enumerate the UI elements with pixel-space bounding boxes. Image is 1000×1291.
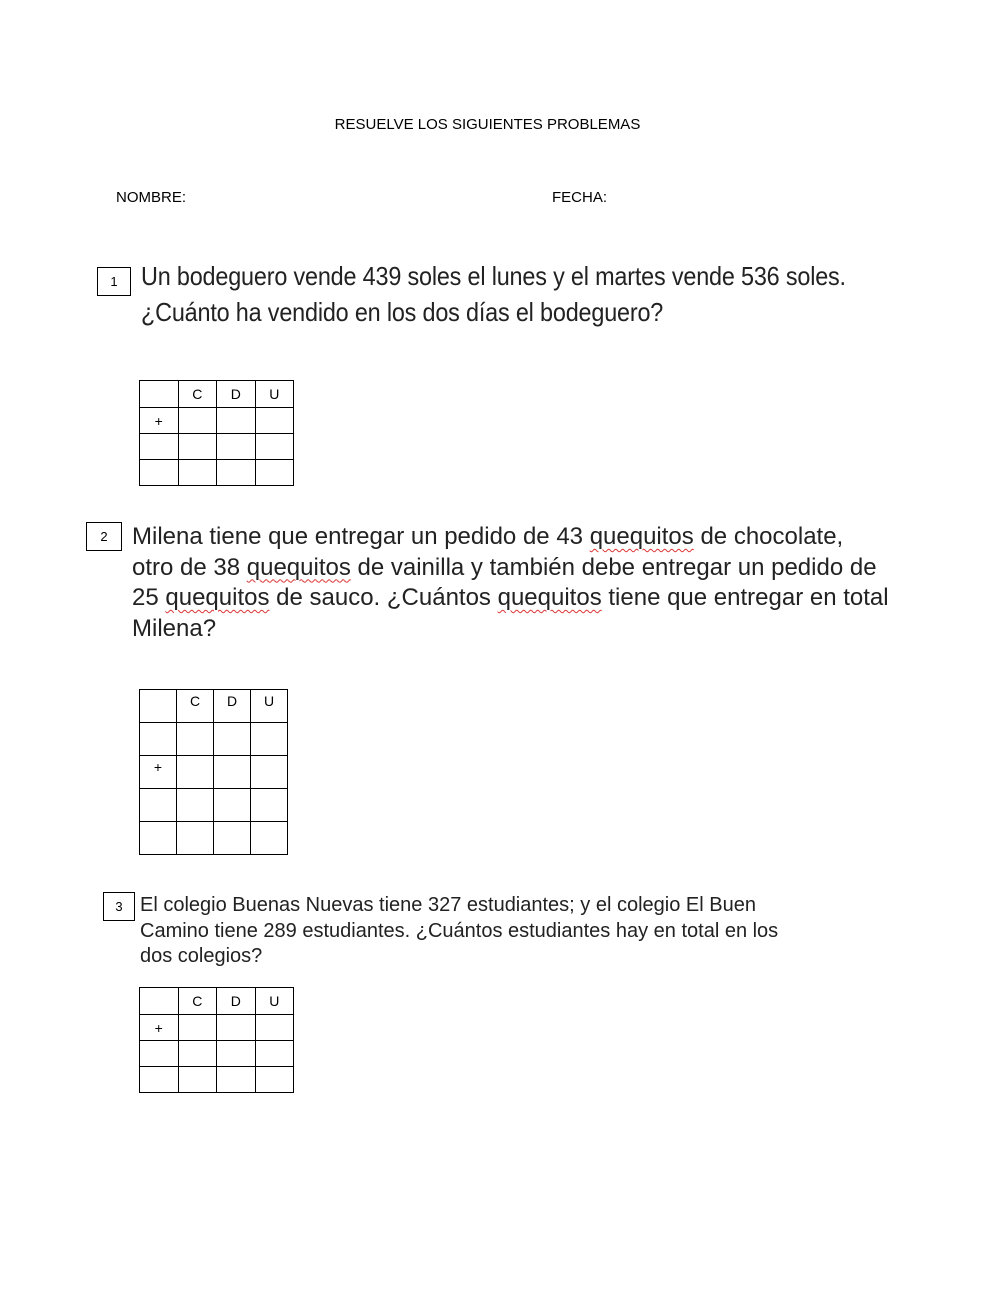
problem-2-cell[interactable]: + xyxy=(140,756,177,789)
problem-1-number: 1 xyxy=(97,267,131,296)
problem-1-cell[interactable] xyxy=(217,434,256,460)
problem-1-cell[interactable] xyxy=(178,460,217,486)
problem-2-number: 2 xyxy=(86,522,122,551)
problem-3-cell[interactable] xyxy=(255,1015,294,1041)
problem-2-cell[interactable] xyxy=(177,822,214,855)
problem-2-cell[interactable] xyxy=(214,756,251,789)
problem-1-line-2: ¿Cuánto ha vendido en los dos días el bodeguero? xyxy=(141,297,664,327)
problem-2-header-d: D xyxy=(214,690,251,723)
problem-1-cell[interactable] xyxy=(255,408,294,434)
fecha-label: FECHA: xyxy=(552,189,608,206)
problem-2-cell[interactable] xyxy=(177,789,214,822)
problem-3-header-u: U xyxy=(255,988,294,1015)
problem-1-line-1: Un bodeguero vende 439 soles el lunes y el martes vende 536 soles. xyxy=(141,261,846,291)
problem-3-cell[interactable] xyxy=(217,1015,256,1041)
problem-3-cell[interactable] xyxy=(255,1067,294,1093)
problem-3-cell[interactable] xyxy=(217,1067,256,1093)
problem-2-text xyxy=(132,522,962,644)
problem-1-cell[interactable] xyxy=(140,460,179,486)
problem-1-header-c: C xyxy=(178,381,217,408)
problem-2-cell[interactable] xyxy=(251,789,288,822)
problem-1-cell[interactable] xyxy=(255,434,294,460)
problem-2-header-c: C xyxy=(177,690,214,723)
problem-3-text xyxy=(140,893,880,970)
spellcheck-word: quequitos xyxy=(589,523,694,550)
problem-2-cell[interactable] xyxy=(140,789,177,822)
problem-2-cell[interactable] xyxy=(251,723,288,756)
problem-2-cell[interactable] xyxy=(177,756,214,789)
problem-3-cell[interactable] xyxy=(140,1067,179,1093)
problem-3-header-corner xyxy=(140,988,179,1015)
problem-3-cell[interactable]: + xyxy=(140,1015,179,1041)
problem-2-cell[interactable] xyxy=(214,822,251,855)
problem-1-header-d: D xyxy=(217,381,256,408)
page-title: RESUELVE LOS SIGUIENTES PROBLEMAS xyxy=(334,116,641,133)
problem-2-header-u: U xyxy=(251,690,288,723)
problem-2-cell[interactable] xyxy=(140,723,177,756)
problem-3-header-c: C xyxy=(178,988,217,1015)
problem-2-line-2: otro de 38 quequitos de vainilla y también debe entregar un pedido de xyxy=(132,553,877,581)
nombre-label: NOMBRE: xyxy=(116,189,187,206)
spellcheck-word: quequitos xyxy=(165,584,270,611)
problem-3-cell[interactable] xyxy=(217,1041,256,1067)
problem-3-cell[interactable] xyxy=(140,1041,179,1067)
problem-3-cell[interactable] xyxy=(178,1015,217,1041)
problem-2-cell[interactable] xyxy=(140,822,177,855)
problem-1-cell[interactable] xyxy=(178,408,217,434)
spellcheck-word: quequitos xyxy=(246,553,351,581)
problem-2-cell[interactable] xyxy=(177,723,214,756)
problem-2-header-corner xyxy=(140,690,177,723)
problem-3-line-2: Camino tiene 289 estudiantes. ¿Cuántos estudiantes hay en total en los xyxy=(140,919,779,942)
problem-2-cell[interactable] xyxy=(214,723,251,756)
problem-3-header-d: D xyxy=(217,988,256,1015)
problem-2-line-3: 25 quequitos de sauco. ¿Cuántos quequitos tiene que entregar en total xyxy=(132,584,889,611)
problem-3-cell[interactable] xyxy=(255,1041,294,1067)
problem-3-table xyxy=(139,987,294,1093)
spellcheck-word: quequitos xyxy=(497,584,602,611)
problem-1-cell[interactable] xyxy=(217,460,256,486)
problem-2-table xyxy=(139,689,288,855)
problem-3-cell[interactable] xyxy=(178,1067,217,1093)
problem-3-line-1: El colegio Buenas Nuevas tiene 327 estudiantes; y el colegio El Buen xyxy=(140,894,756,916)
problem-2-cell[interactable] xyxy=(251,822,288,855)
problem-3-cell[interactable] xyxy=(178,1041,217,1067)
problem-2-line-1: Milena tiene que entregar un pedido de 43 quequitos de chocolate, xyxy=(132,523,844,550)
problem-1-header-corner xyxy=(140,381,179,408)
problem-1-cell[interactable] xyxy=(140,434,179,460)
problem-2-cell[interactable] xyxy=(214,789,251,822)
problem-2-line-4: Milena? xyxy=(132,614,217,642)
problem-2-cell[interactable] xyxy=(251,756,288,789)
problem-1-cell[interactable] xyxy=(255,460,294,486)
problem-1-table xyxy=(139,380,294,486)
problem-1-cell[interactable] xyxy=(217,408,256,434)
problem-1-cell[interactable] xyxy=(178,434,217,460)
problem-1-cell[interactable]: + xyxy=(140,408,179,434)
problem-3-number: 3 xyxy=(103,892,135,921)
problem-1-text xyxy=(141,258,861,330)
problem-3-line-3: dos colegios? xyxy=(140,945,263,967)
problem-1-header-u: U xyxy=(255,381,294,408)
